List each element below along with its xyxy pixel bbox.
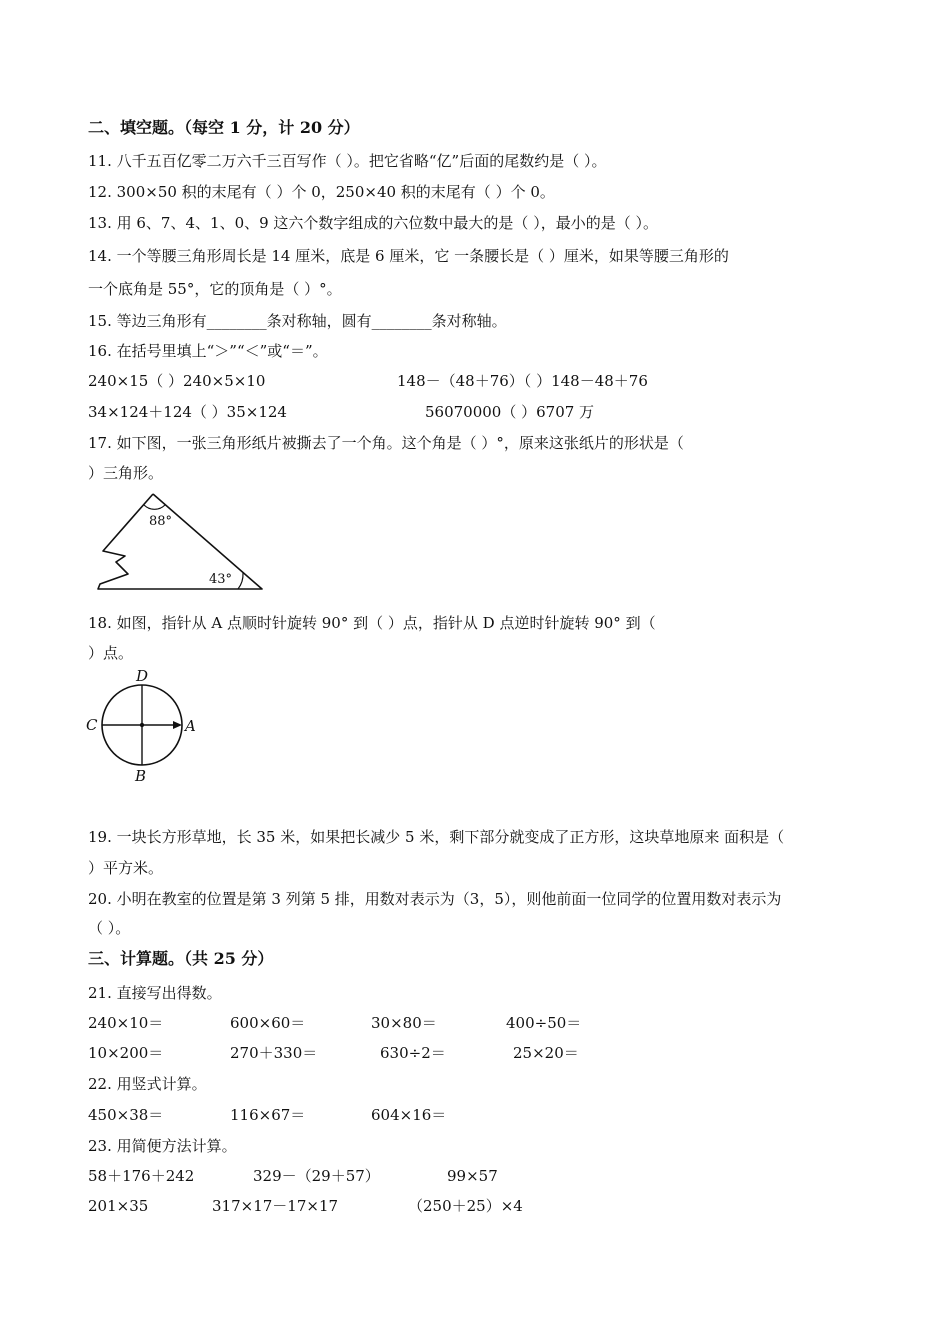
question-14-line-2: 一个底角是 55°，它的顶角是（ ）°。: [88, 280, 342, 298]
simplify-calc-2: 329－（29＋57）: [253, 1167, 380, 1185]
question-18-line-1: 18. 如图，指针从 A 点顺时针旋转 90° 到（ ）点，指针从 D 点逆时针旋转 90° 到（: [88, 614, 656, 632]
label-d: D: [136, 667, 149, 685]
question-19-line-1: 19. 一块长方形草地，长 35 米，如果把长减少 5 米，剩下部分就变成了正方形，这块草地原来 面积是（: [88, 828, 785, 846]
question-13: 13. 用 6、7、4、1、0、9 这六个数字组成的六位数中最大的是（ ），最小的是（ ）。: [88, 214, 658, 232]
vertical-calc-2: 116×67＝: [230, 1106, 306, 1124]
rotation-circle-figure: [80, 664, 210, 790]
question-17-line-1: 17. 如下图，一张三角形纸片被撕去了一个角。这个角是（ ）°，原来这张纸片的形状是（: [88, 434, 684, 452]
vertical-calc-3: 604×16＝: [371, 1106, 447, 1124]
pointer-arrow-head: [173, 721, 182, 729]
question-18-line-2: ）点。: [88, 644, 134, 662]
oral-calc-3: 30×80＝: [371, 1014, 437, 1032]
bottom-angle-arc: [238, 573, 243, 589]
section-heading-calculation: 三、计算题。（共 25 分）: [88, 949, 274, 968]
oral-calc-4: 400÷50＝: [506, 1014, 582, 1032]
label-c: C: [86, 716, 98, 734]
angle-label-43: 43°: [209, 572, 233, 587]
question-14-line-1: 14. 一个等腰三角形周长是 14 厘米，底是 6 厘米，它 一条腰长是（ ）厘米，如果等腰三角形的: [88, 247, 729, 265]
compare-item-1: 240×15（ ）240×5×10: [88, 372, 266, 390]
compare-item-3: 34×124＋124（ ）35×124: [88, 403, 287, 421]
question-21: 21. 直接写出得数。: [88, 984, 222, 1002]
compare-item-4: 56070000（ ）6707 万: [425, 403, 595, 421]
vertical-calc-1: 450×38＝: [88, 1106, 164, 1124]
simplify-calc-5: 317×17－17×17: [212, 1197, 339, 1215]
question-16: 16. 在括号里填上“＞”“＜”或“＝”。: [88, 342, 328, 360]
question-15: 15. 等边三角形有________条对称轴，圆有________条对称轴。: [88, 312, 507, 330]
question-12: 12. 300×50 积的末尾有（ ）个 0，250×40 积的末尾有（ ）个 0。: [88, 183, 555, 201]
top-angle-arc: [144, 505, 165, 509]
angle-label-88: 88°: [149, 514, 173, 529]
oral-calc-5: 10×200＝: [88, 1044, 164, 1062]
oral-calc-1: 240×10＝: [88, 1014, 164, 1032]
oral-calc-6: 270＋330＝: [230, 1044, 318, 1062]
triangle-outline: [98, 494, 262, 589]
simplify-calc-4: 201×35: [88, 1197, 149, 1215]
torn-triangle-figure: [90, 488, 270, 598]
question-23: 23. 用简便方法计算。: [88, 1137, 237, 1155]
oral-calc-2: 600×60＝: [230, 1014, 306, 1032]
simplify-calc-1: 58＋176＋242: [88, 1167, 195, 1185]
section-heading-fill-blank: 二、填空题。（每空 1 分，计 20 分）: [88, 118, 360, 137]
label-a: A: [185, 717, 196, 735]
label-b: B: [135, 767, 147, 785]
oral-calc-8: 25×20＝: [513, 1044, 579, 1062]
simplify-calc-6: （250＋25）×4: [408, 1197, 523, 1215]
question-20-line-1: 20. 小明在教室的位置是第 3 列第 5 排，用数对表示为（3，5），则他前面一位同学的位置用数对表示为: [88, 890, 782, 908]
oral-calc-7: 630÷2＝: [380, 1044, 446, 1062]
question-22: 22. 用竖式计算。: [88, 1075, 207, 1093]
question-19-line-2: ）平方米。: [88, 859, 164, 877]
question-17-line-2: ）三角形。: [88, 464, 164, 482]
compare-item-2: 148－（48＋76）（ ）148－48＋76: [397, 372, 648, 390]
question-20-line-2: （ ）。: [88, 919, 131, 937]
center-dot: [140, 723, 144, 727]
simplify-calc-3: 99×57: [447, 1167, 498, 1185]
question-11: 11. 八千五百亿零二万六千三百写作（ ）。把它省略“亿”后面的尾数约是（ ）。: [88, 152, 607, 170]
